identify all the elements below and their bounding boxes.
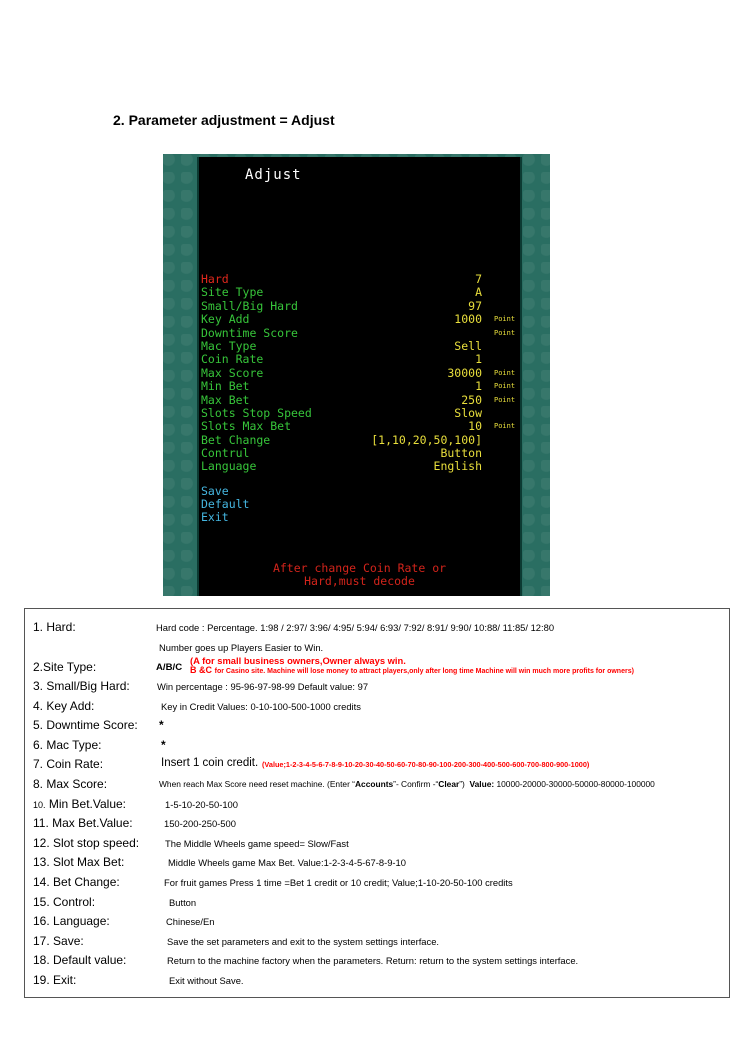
setting-value: 250 (461, 392, 482, 407)
setting-unit: Point (494, 368, 516, 377)
slot-max-bet-desc: Middle Wheels game Max Bet. Value:1-2-3-4-5-67-8-9-10 (168, 857, 406, 868)
slot-max-bet-key: 13. Slot Max Bet: (33, 855, 125, 869)
max-bet-desc: 150-200-250-500 (164, 818, 236, 829)
max-bet-key: 11. Max Bet.Value: (33, 816, 133, 830)
max-score-key: 8. Max Score: (33, 777, 108, 791)
coin-rate-key: 7. Coin Rate: (33, 757, 104, 771)
setting-value: 1000 (454, 312, 482, 327)
setting-unit: Point (494, 328, 516, 337)
setting-label: Coin Rate (201, 352, 264, 367)
setting-row[interactable] (201, 367, 522, 380)
max-score-accounts: Accounts (354, 779, 394, 789)
setting-row[interactable] (201, 313, 522, 326)
setting-value: [1,10,20,50,100] (371, 432, 482, 447)
min-bet-key: Min Bet.Value: (48, 797, 127, 811)
hard-key: 1. Hard: (33, 620, 76, 634)
site-a-note: (A for small business owners,Owner always win. (190, 655, 406, 666)
min-bet-number: 10. (33, 800, 46, 810)
save-option[interactable]: Save (201, 484, 229, 498)
setting-label: Contrul (201, 446, 250, 461)
coin-rate-desc: Insert 1 coin credit. (161, 757, 259, 769)
adjust-screen (163, 154, 550, 596)
setting-label: Language (201, 459, 257, 474)
control-desc: Button (169, 897, 197, 908)
setting-label: Small/Big Hard (201, 298, 298, 313)
setting-label: Site Type (201, 285, 264, 300)
setting-unit: Point (494, 382, 516, 391)
min-bet-desc: 1-5-10-20-50-100 (165, 799, 238, 810)
exit-option[interactable]: Exit (201, 510, 229, 524)
setting-row[interactable] (201, 273, 522, 286)
setting-row[interactable] (201, 340, 522, 353)
hard-note: Number goes up Players Easier to Win. (159, 642, 324, 653)
setting-label: Slots Max Bet (201, 419, 292, 434)
control-key: 15. Control: (33, 895, 96, 909)
setting-value: 97 (468, 298, 482, 313)
adjust-panel (197, 157, 522, 596)
setting-value: Sell (454, 338, 482, 353)
max-score-desc-2: ”- Confirm -“ (393, 779, 439, 789)
warning-line-1: After change Coin Rate or (272, 561, 447, 575)
setting-label: Downtime Score (201, 325, 298, 340)
setting-row[interactable] (201, 394, 522, 407)
setting-row[interactable] (201, 407, 522, 420)
setting-row[interactable] (201, 380, 522, 393)
language-key: 16. Language: (33, 914, 110, 928)
setting-label: Max Bet (201, 392, 250, 407)
key-add-key: 4. Key Add: (33, 699, 95, 713)
setting-label: Min Bet (201, 379, 250, 394)
setting-value: Slow (454, 405, 482, 420)
warning-line-2: Hard,must decode (304, 574, 415, 588)
save-desc: Save the set parameters and exit to the system settings interface. (167, 936, 440, 947)
default-desc: Return to the machine factory when the parameters. Return: return to the system settings interface. (167, 955, 579, 966)
setting-label: Mac Type (201, 338, 257, 353)
setting-unit: Point (494, 395, 516, 404)
save-key: 17. Save: (33, 934, 84, 948)
setting-row[interactable] (201, 327, 522, 340)
downtime-key: 5. Downtime Score: (33, 718, 138, 732)
setting-unit: Point (494, 315, 516, 324)
setting-row[interactable] (201, 420, 522, 433)
hard-desc: Hard code : Percentage. 1:98 / 2:97/ 3:96/ 4:95/ 5:94/ 6:93/ 7:92/ 8:91/ 9:90/ 10:88/ 11:85/ 12:80 (156, 622, 555, 633)
setting-label: Slots Stop Speed (201, 405, 312, 420)
default-key: 18. Default value: (33, 953, 127, 967)
setting-unit: Point (494, 422, 516, 431)
setting-row[interactable] (201, 447, 522, 460)
setting-value: 10 (468, 419, 482, 434)
setting-value: 1 (475, 352, 482, 367)
small-big-key: 3. Small/Big Hard: (33, 679, 130, 693)
setting-value: 1 (475, 379, 482, 394)
exit-key: 19. Exit: (33, 973, 77, 987)
setting-value: 30000 (447, 365, 482, 380)
slot-speed-desc: The Middle Wheels game speed= Slow/Fast (165, 838, 349, 849)
exit-desc: Exit without Save. (169, 975, 244, 986)
screen-title: Adjust (245, 167, 302, 183)
coin-rate-values: (Value;1-2-3-4-5-6-7-8-9-10-20-30-40-50-60-70-80-90-100-200-300-400-500-600-700-800-900-1000) (262, 760, 590, 769)
setting-row[interactable] (201, 460, 522, 473)
bet-change-desc: For fruit games Press 1 time =Bet 1 credit or 10 credit; Value;1-10-20-50-100 credits (164, 877, 513, 888)
setting-value: English (433, 459, 482, 474)
site-bc-note: for Casino site. Machine will lose money to attract players,only after long time Machine will win much more profits for owners) (214, 668, 634, 675)
mac-type-key: 6. Mac Type: (33, 738, 102, 752)
downtime-desc: * (159, 718, 164, 732)
site-key: 2.Site Type: (33, 660, 97, 674)
default-option[interactable]: Default (201, 497, 250, 511)
max-score-desc-3: ”) (459, 779, 465, 789)
slot-speed-key: 12. Slot stop speed: (33, 836, 140, 850)
setting-value: A (475, 285, 482, 300)
setting-row[interactable] (201, 353, 522, 366)
site-bc: B &C (190, 665, 212, 675)
setting-row[interactable] (201, 286, 522, 299)
max-score-values: 10000-20000-30000-50000-80000-100000 (496, 779, 655, 789)
setting-label: Bet Change (201, 432, 271, 447)
mac-type-desc: * (161, 738, 166, 752)
setting-value: 7 (475, 272, 482, 286)
max-score-value-label: Value: (469, 779, 495, 789)
section-heading: 2. Parameter adjustment = Adjust (113, 112, 335, 128)
max-score-desc-1: When reach Max Score need reset machine. (Enter “ (159, 779, 355, 789)
setting-label: Max Score (201, 365, 264, 380)
max-score-clear: Clear (438, 779, 460, 789)
setting-label: Hard (201, 272, 229, 286)
setting-value: Button (440, 446, 482, 461)
setting-label: Key Add (201, 312, 250, 327)
small-big-desc: Win percentage : 95-96-97-98-99 Default value: 97 (157, 681, 369, 692)
explanation-box (24, 608, 730, 998)
language-desc: Chinese/En (166, 916, 215, 927)
bet-change-key: 14. Bet Change: (33, 875, 120, 889)
setting-row[interactable] (201, 300, 522, 313)
settings-list (201, 273, 522, 474)
key-add-desc: Key in Credit Values: 0-10-100-500-1000 credits (161, 701, 361, 712)
setting-row[interactable] (201, 434, 522, 447)
site-abc: A/B/C (156, 662, 183, 673)
